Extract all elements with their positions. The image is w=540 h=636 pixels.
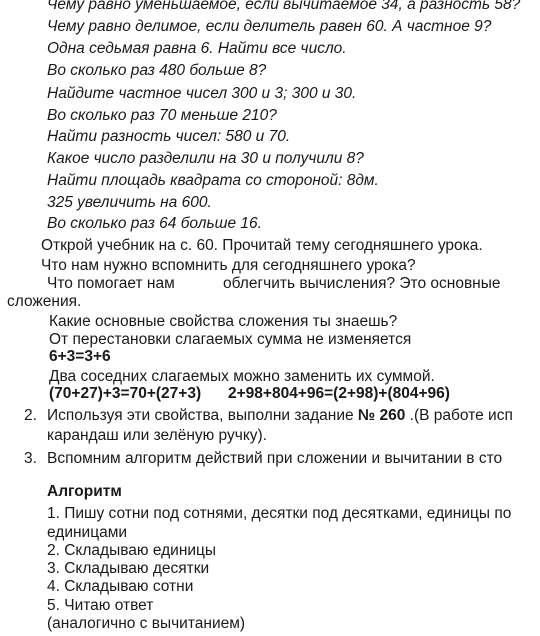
question-5: Найдите частное чисел 300 и 3; 300 и 30. xyxy=(47,85,357,102)
algorithm-step-1: 1. Пишу сотни под сотнями, десятки под десятками, единицы по xyxy=(47,505,512,522)
task-2-text xyxy=(47,408,513,424)
algorithm-step-2: 2. Складываю единицы xyxy=(47,542,217,559)
question-11: Во сколько раз 64 больше 16. xyxy=(47,215,262,232)
task-3-number: 3. xyxy=(24,450,37,467)
question-4: Во сколько раз 480 больше 8? xyxy=(47,62,267,79)
commutative-property: От перестановки слагаемых сумма не изменяется xyxy=(49,331,412,348)
associative-example-2: 2+98+804+96=(2+98)+(804+96) xyxy=(228,385,450,402)
associative-property: Два соседних слагаемых можно заменить их суммой. xyxy=(49,368,435,385)
question-2: Чему равно делимое, если делитель равен 60. А частное 9? xyxy=(47,18,492,35)
commutative-example: 6+3=3+6 xyxy=(49,348,111,365)
properties-question: Какие основные свойства сложения ты знаешь? xyxy=(49,313,398,330)
question-6: Во сколько раз 70 меньше 210? xyxy=(47,107,277,124)
algorithm-step-1-cont: единицами xyxy=(47,524,128,541)
algorithm-step-5: 5. Читаю ответ xyxy=(47,597,154,614)
question-7: Найти разность чисел: 580 и 70. xyxy=(47,128,291,145)
algorithm-note: (аналогично с вычитанием) xyxy=(47,615,246,632)
associative-example-1: (70+27)+3=70+(27+3) xyxy=(49,385,202,402)
question-3: Одна седьмая равна 6. Найти все число. xyxy=(47,40,347,57)
question-8: Какое число разделили на 30 и получили 8? xyxy=(47,150,364,167)
task-2-text-start: Используя эти свойства, выполни задание xyxy=(47,407,358,424)
question-1: Чему равно уменьшаемое, если вычитаемое 34, а разность 58? xyxy=(47,0,521,13)
task-2-line-2: карандаш или зелёную ручку). xyxy=(47,427,268,444)
algorithm-title: Алгоритм xyxy=(47,483,122,500)
question-10: 325 увеличить на 600. xyxy=(47,194,212,211)
question-9: Найти площадь квадрата со стороной: 8дм. xyxy=(47,172,379,189)
task-2-exercise-number: № 260 xyxy=(357,407,406,424)
algorithm-step-4: 4. Складываю сотни xyxy=(47,578,194,595)
intro-line-2: Что нам нужно вспомнить для сегодняшнего урока? xyxy=(41,257,416,274)
task-3-text: Вспомним алгоритм действий при сложении и вычитании в сто xyxy=(47,450,503,467)
algorithm-step-3: 3. Складываю десятки xyxy=(47,560,210,577)
intro-line-4: сложения. xyxy=(7,293,82,310)
intro-line-3a: Что помогает нам xyxy=(47,275,175,292)
intro-line-1: Открой учебник на с. 60. Прочитай тему сегодняшнего урока. xyxy=(41,237,483,254)
task-2-number: 2. xyxy=(24,407,37,424)
task-2-text-end: .(В работе исп xyxy=(405,407,513,424)
intro-line-3b: облегчить вычисления? Это основные xyxy=(223,275,501,292)
